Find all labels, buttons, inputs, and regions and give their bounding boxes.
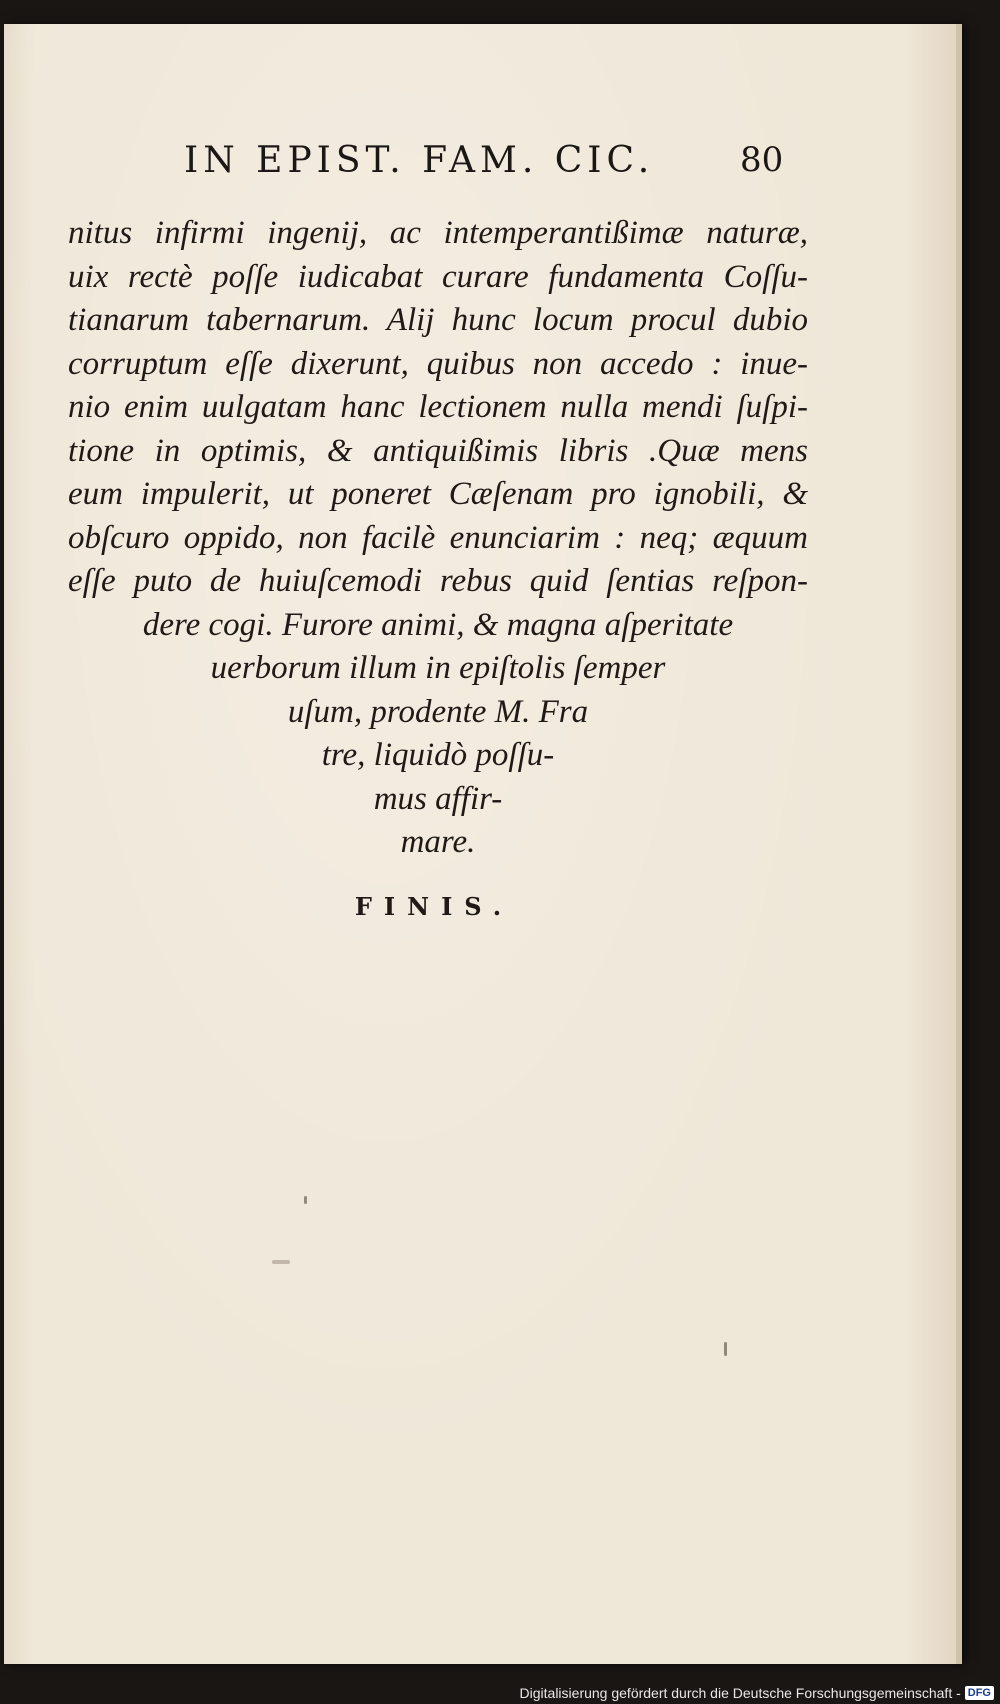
text-line: eſſe puto de huiuſcemodi rebus quid ſentias reſpon-	[68, 563, 808, 599]
text-line: nitus infirmi ingenij, ac intemperantißimæ naturæ,	[68, 215, 808, 251]
text-line: uix rectè poſſe iudicabat curare fundamenta Coſſu-	[68, 258, 808, 295]
text-line: tre, liquidò poſſu-	[321, 737, 555, 773]
text-line: mus affir-	[373, 780, 503, 817]
paper-speck	[272, 1260, 290, 1264]
digitization-footer	[520, 1685, 994, 1701]
text-line: obſcuro oppido, non facilè enunciarim : neq; æquum	[68, 519, 808, 556]
text-line: tione in optimis, & antiquißimis libris .Quæ mens	[68, 432, 808, 469]
text-line: mare.	[400, 824, 476, 860]
text-line: nio enim uulgatam hanc lectionem nulla mendi ſuſpi-	[68, 389, 808, 425]
page-number: 80	[740, 140, 784, 180]
paper-speck	[304, 1196, 307, 1204]
text-line: uerborum illum in epiſtolis ſemper	[210, 650, 666, 686]
running-head: IN EPIST. FAM. CIC.	[184, 140, 655, 181]
paper-speck	[724, 1342, 727, 1356]
text-line: uſum, prodente M. Fra	[287, 693, 589, 730]
dfg-logo-icon: DFG	[965, 1686, 994, 1700]
footer-text: Digitalisierung gefördert durch die Deutsche Forschungsgemeinschaft -	[519, 1685, 961, 1701]
book-page	[4, 24, 962, 1664]
text-line: corruptum eſſe dixerunt, quibus non accedo : inue-	[68, 345, 808, 382]
body-text	[68, 212, 808, 865]
text-line: tianarum tabernarum. Alij hunc locum procul dubio	[68, 302, 808, 338]
text-line: dere cogi. Furore animi, & magna aſperitate	[142, 606, 734, 643]
finis-colophon: FINIS.	[354, 892, 514, 921]
text-line: eum impulerit, ut poneret Cæſenam pro ignobili, &	[68, 476, 808, 512]
